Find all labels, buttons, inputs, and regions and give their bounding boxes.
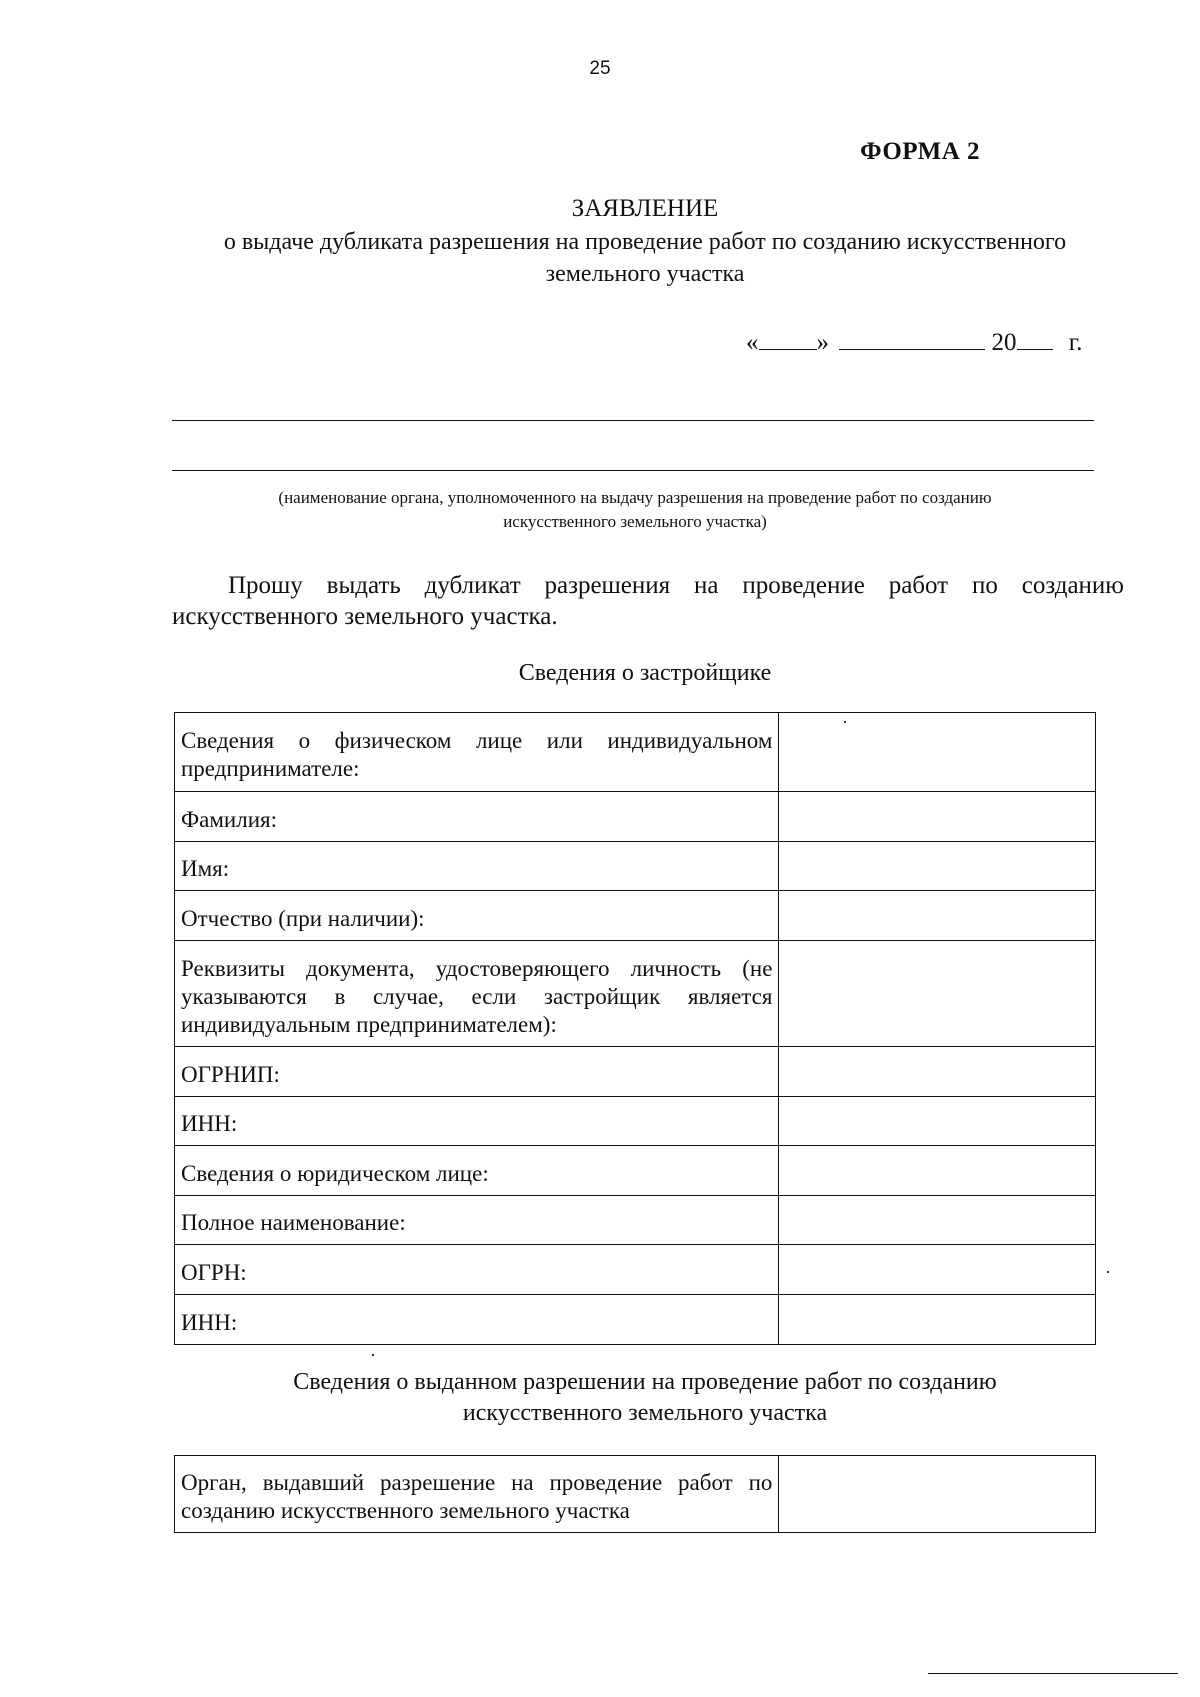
patronymic-label: Отчество (при наличии): <box>175 891 779 941</box>
id-document-value[interactable] <box>779 941 1096 1047</box>
year-suffix: г. <box>1068 329 1083 356</box>
ogrn-label: ОГРН: <box>175 1245 779 1295</box>
inn-legal-value[interactable] <box>779 1295 1096 1345</box>
day-blank[interactable] <box>759 327 817 350</box>
authority-name-line-1[interactable] <box>172 420 1094 421</box>
table-row <box>175 792 1096 842</box>
document-subtitle <box>160 226 1130 290</box>
table-row <box>175 1245 1096 1295</box>
year-prefix: 20 <box>991 329 1017 356</box>
table-row <box>175 1047 1096 1097</box>
permit-table <box>174 1455 1096 1533</box>
authority-note-line-1: (наименование органа, уполномоченного на выдачу разрешения на проведение работ по созданию <box>278 488 992 507</box>
scan-speck: · <box>1105 1262 1111 1282</box>
inn-legal-label: ИНН: <box>175 1295 779 1345</box>
month-blank[interactable] <box>839 327 985 350</box>
table-row <box>175 941 1096 1047</box>
table-row <box>175 1295 1096 1345</box>
subtitle-line-1: о выдаче дубликата разрешения на проведение работ по созданию искусственного <box>223 229 1067 255</box>
subtitle-line-2: земельного участка <box>545 261 745 287</box>
developer-individual-header: Сведения о физическом лице или индивидуальном предпринимателе: <box>175 713 779 792</box>
developer-individual-value[interactable] <box>779 713 1096 792</box>
table-row <box>175 1456 1096 1533</box>
permit-section-title-line-1: Сведения о выданном разрешении на проведение работ по созданию <box>293 1369 997 1395</box>
developer-section-title: Сведения о застройщике <box>518 660 772 686</box>
year-blank[interactable] <box>1017 327 1053 350</box>
inn-individual-label: ИНН: <box>175 1097 779 1146</box>
authority-note-line-2: искусственного земельного участка) <box>503 512 767 531</box>
table-row <box>175 1196 1096 1245</box>
document-title: ЗАЯВЛЕНИЕ <box>571 195 719 222</box>
form-label: ФОРМА 2 <box>860 138 980 165</box>
legal-entity-header: Сведения о юридическом лице: <box>175 1146 779 1196</box>
scan-speck: · <box>842 712 848 732</box>
page-number: 25 <box>589 58 611 79</box>
surname-value[interactable] <box>779 792 1096 842</box>
legal-entity-value[interactable] <box>779 1146 1096 1196</box>
table-row <box>175 1097 1096 1146</box>
scan-speck: · <box>370 1345 376 1365</box>
ogrnip-label: ОГРНИП: <box>175 1047 779 1097</box>
date-open-quote: « <box>746 329 759 356</box>
table-row <box>175 842 1096 891</box>
ogrnip-value[interactable] <box>779 1047 1096 1097</box>
permit-section-title-line-2: искусственного земельного участка <box>462 1400 828 1426</box>
issuing-authority-value[interactable] <box>779 1456 1096 1533</box>
surname-label: Фамилия: <box>175 792 779 842</box>
first-name-label: Имя: <box>175 842 779 891</box>
request-text: Прошу выдать дубликат разрешения на проведение работ по созданию искусственного земельного участка. <box>172 572 1124 630</box>
full-name-label: Полное наименование: <box>175 1196 779 1245</box>
table-row <box>175 891 1096 941</box>
id-document-label: Реквизиты документа, удостоверяющего личность (не указываются в случае, если застройщик является индивидуальным предпринимателем): <box>175 941 779 1047</box>
first-name-value[interactable] <box>779 842 1096 891</box>
developer-table <box>174 712 1096 1345</box>
footer-line <box>928 1673 1178 1674</box>
permit-section-title <box>0 1367 1200 1429</box>
authority-note <box>170 486 1100 534</box>
inn-individual-value[interactable] <box>779 1097 1096 1146</box>
full-name-value[interactable] <box>779 1196 1096 1245</box>
date-close-quote: » <box>816 329 829 356</box>
table-row <box>175 713 1096 792</box>
authority-name-line-2[interactable] <box>172 470 1094 471</box>
date-line <box>746 327 1082 357</box>
table-row <box>175 1146 1096 1196</box>
issuing-authority-label: Орган, выдавший разрешение на проведение работ по созданию искусственного земельного участка <box>175 1456 779 1533</box>
patronymic-value[interactable] <box>779 891 1096 941</box>
ogrn-value[interactable] <box>779 1245 1096 1295</box>
